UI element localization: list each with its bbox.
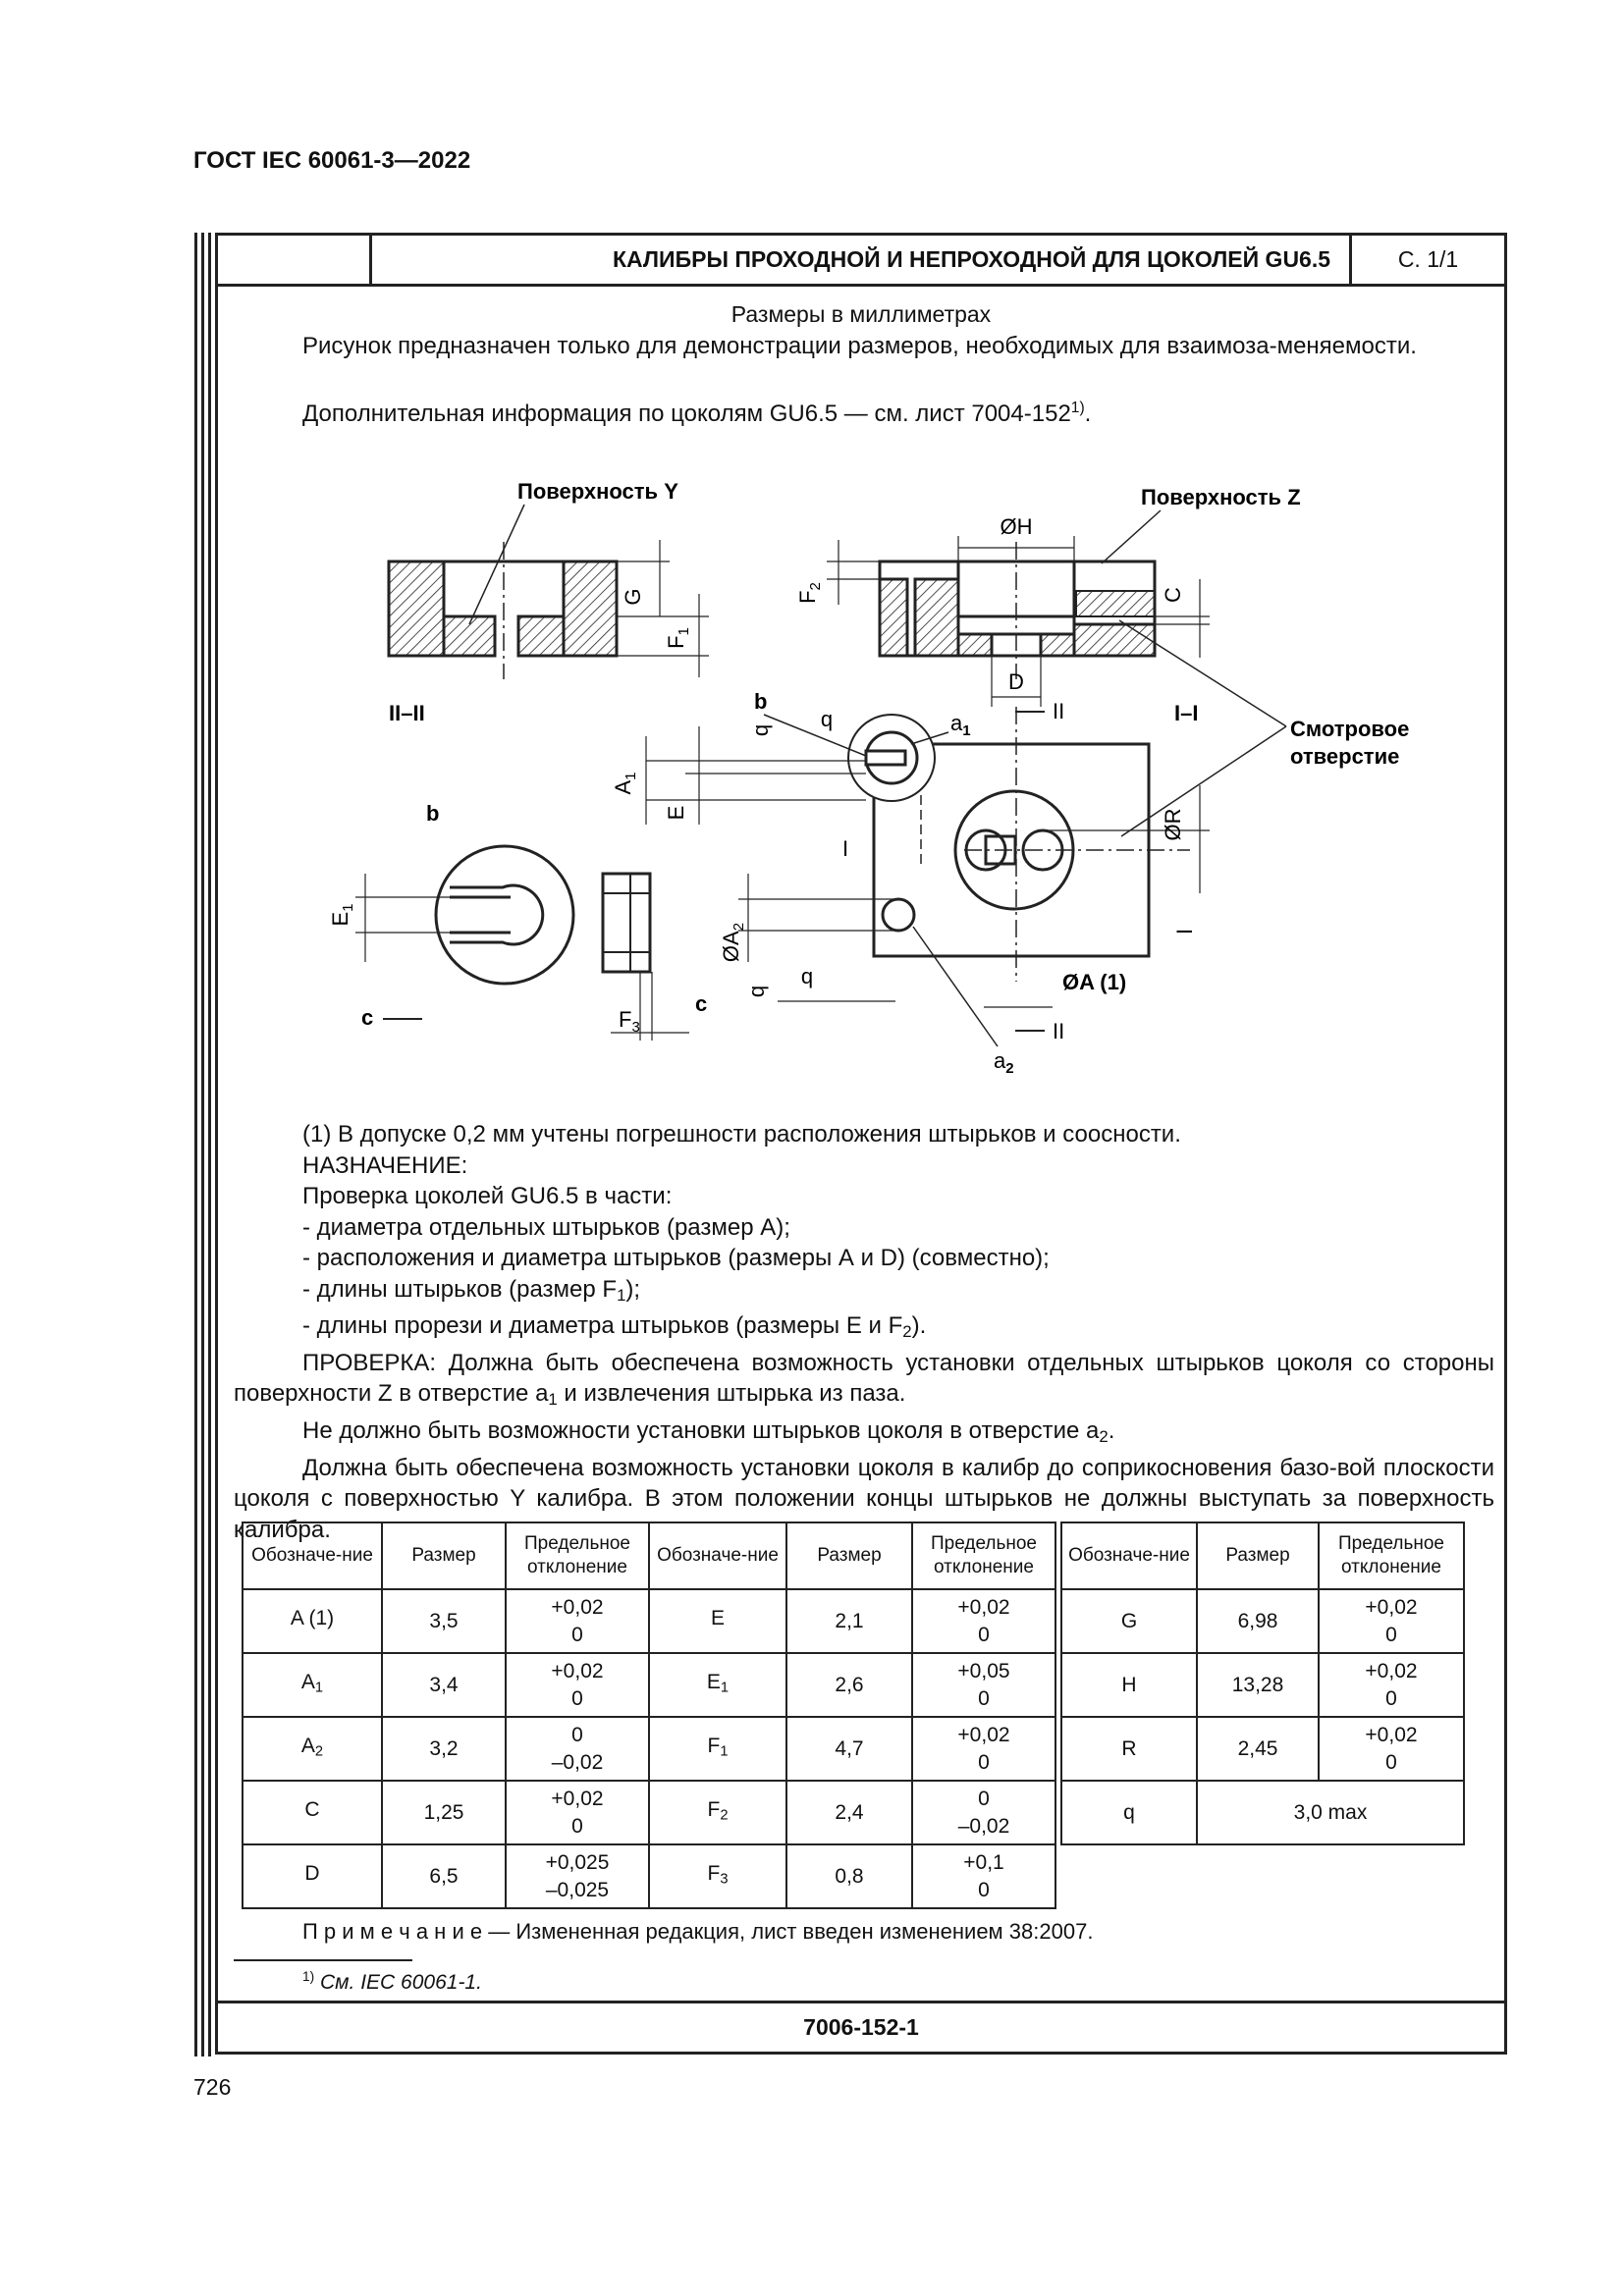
section-ii-left-block — [389, 561, 444, 656]
dim-h-label: ØH — [1000, 514, 1033, 539]
table-size: 2,4 — [786, 1781, 912, 1844]
table-deviation: +0,02 0 — [506, 1653, 649, 1717]
section-ii-base-left — [444, 616, 495, 656]
table-deviation: +0,05 0 — [912, 1653, 1055, 1717]
footnote: $^{1)}$ См. IEC 60061-1. — [302, 1969, 482, 1994]
page-number: 726 — [193, 2074, 232, 2100]
gauge-drawing — [218, 432, 1504, 1119]
table-deviation: +0,02 0 — [1319, 1589, 1464, 1653]
table-row — [243, 1844, 1464, 1908]
table-row — [243, 1589, 1464, 1653]
dim-f2-label: $F_2$ — [795, 582, 824, 604]
check-2: Не должно быть возможности установки штырьков цоколя в отверстие $a_2$. — [302, 1417, 1115, 1447]
view-c-label-right: c — [695, 991, 708, 1016]
table-symbol: A (1) — [243, 1589, 382, 1653]
standard-header: ГОСТ IEC 60061-3—2022 — [193, 147, 471, 174]
table-size: 2,6 — [786, 1653, 912, 1717]
table-size: 1,25 — [382, 1781, 506, 1844]
table-row — [243, 1653, 1464, 1717]
dim-q-label-left: q — [744, 985, 769, 998]
dim-r-label: ØR — [1161, 808, 1185, 841]
table-symbol: q — [1061, 1781, 1197, 1844]
dim-e-label: E — [664, 805, 688, 821]
margin-bar — [201, 233, 204, 2056]
margin-bar — [208, 233, 211, 2056]
surface-y-label: Поверхность Y — [517, 479, 678, 504]
sheet-title: КАЛИБРЫ ПРОХОДНОЙ И НЕПРОХОДНОЙ ДЛЯ ЦОКОЛЕЙ GU6.5 — [612, 246, 1331, 272]
title-row — [218, 236, 1504, 287]
dim-a2-lower-label: $a_2$ — [994, 1048, 1014, 1077]
view-c-label-left: c — [361, 1005, 374, 1030]
table-size: 3,5 — [382, 1589, 506, 1653]
header-size: Размер — [786, 1522, 912, 1589]
check-1: ПРОВЕРКА: Должна быть обеспечена возможность установки отдельных штырьков цоколя со стороны поверхности Z в отверстие $a_1$ и извлечения штырька из паза. — [234, 1349, 1494, 1410]
header-designation: Обозначе-ние — [649, 1522, 786, 1589]
header-designation: Обозначе-ние — [243, 1522, 382, 1589]
dim-q-label-side: q — [748, 723, 773, 737]
table-size: 2,45 — [1197, 1717, 1319, 1781]
table-symbol: $E_1$ — [649, 1653, 786, 1717]
table-symbol: G — [1061, 1589, 1197, 1653]
header-designation: Обозначе-ние — [1061, 1522, 1197, 1589]
table-deviation: 0 –0,02 — [912, 1781, 1055, 1844]
table-size: 3,4 — [382, 1653, 506, 1717]
table-deviation: +0,02 0 — [912, 1717, 1055, 1781]
intro-text-2: Дополнительная информация по цоколям GU6.5 — см. лист 7004-152$^{1)}$. — [302, 400, 1092, 427]
section-ii-base-right — [518, 616, 564, 656]
section-ii-view — [389, 479, 709, 725]
table-deviation: 0 –0,02 — [506, 1717, 649, 1781]
sheet-frame — [215, 233, 1507, 2055]
table-deviation: +0,02 0 — [1319, 1717, 1464, 1781]
dim-g-label: G — [621, 588, 645, 606]
table-deviation: +0,02 0 — [506, 1781, 649, 1844]
dim-f3-label: $F_3$ — [619, 1007, 640, 1036]
check-3: Должна быть обеспечена возможность установки цоколя в калибр до соприкосновения базо-вой плоскости цоколя с поверхностью Y калибра. В этом положении концы штырьков не должны выступать за поверхность калибра. — [234, 1454, 1494, 1543]
table-symbol: $A_2$ — [243, 1717, 382, 1781]
detail-b-label: b — [426, 801, 440, 826]
footnote-separator — [234, 1959, 412, 1961]
purpose-item-4: - длины прорези и диаметра штырьков (размеры Е и $F_2$). — [302, 1312, 927, 1342]
dim-a2-cap-label: $ØA_2$ — [719, 922, 747, 963]
units-caption: Размеры в миллиметрах — [730, 301, 992, 327]
purpose-item-3: - длины штырьков (размер $F_1$); — [302, 1275, 641, 1305]
table-size: 3,2 — [382, 1717, 506, 1781]
dim-q-label-top: q — [820, 707, 834, 731]
section-ii-mark-top: II — [1053, 699, 1065, 723]
section-i-mark-left: I — [842, 836, 849, 861]
amendment-note: П р и м е ч а н и е — Измененная редакция, лист введен изменением 38:2007. — [302, 1919, 1094, 1944]
table-size: 3,0 max — [1197, 1781, 1464, 1844]
detail-b-circle — [436, 846, 573, 984]
dim-d-label: D — [1008, 669, 1024, 694]
table-deviation: +0,02 0 — [912, 1589, 1055, 1653]
title-cell-empty — [218, 236, 372, 284]
header-size: Размер — [1197, 1522, 1319, 1589]
table-deviation: +0,02 0 — [506, 1589, 649, 1653]
table-deviation: +0,025 –0,025 — [506, 1844, 649, 1908]
table-symbol: $F_3$ — [649, 1844, 786, 1908]
table-symbol: D — [243, 1844, 382, 1908]
header-deviation: Предельное отклонение — [1319, 1522, 1464, 1589]
dim-a1-label: $a_1$ — [950, 711, 971, 739]
purpose-intro: Проверка цоколей GU6.5 в части: — [302, 1183, 673, 1209]
description-text — [234, 1119, 1494, 1545]
dim-e1-label: $E_1$ — [328, 903, 356, 927]
intro-paragraph — [234, 331, 1492, 361]
table-deviation: +0,1 0 — [912, 1844, 1055, 1908]
surface-z-label: Поверхность Z — [1141, 485, 1301, 509]
sheet-page: С. 1/1 — [1349, 236, 1504, 284]
table-size: 13,28 — [1197, 1653, 1319, 1717]
section-ii-label: II–II — [389, 701, 425, 725]
header-deviation: Предельное отклонение — [506, 1522, 649, 1589]
plan-view — [611, 689, 1210, 1077]
table-deviation: +0,02 0 — [1319, 1653, 1464, 1717]
table-symbol: E — [649, 1589, 786, 1653]
section-ii-mark-bottom: II — [1053, 1019, 1065, 1043]
table-symbol: H — [1061, 1653, 1197, 1717]
detail-b-view — [328, 801, 707, 1041]
table-row — [243, 1781, 1464, 1844]
dim-b-label-top: b — [754, 689, 768, 714]
table-symbol: $F_1$ — [649, 1717, 786, 1781]
table-size: 0,8 — [786, 1844, 912, 1908]
table-size: 6,5 — [382, 1844, 506, 1908]
section-i-view — [795, 485, 1301, 725]
table-symbol: $A_1$ — [243, 1653, 382, 1717]
dim-a1-cap-label: $A_1$ — [611, 772, 639, 795]
intro-paragraph-2 — [234, 393, 1492, 429]
viewing-hole-label-2: отверстие — [1290, 744, 1400, 769]
table-symbol: R — [1061, 1717, 1197, 1781]
purpose-item-2: - расположения и диаметра штырьков (размеры А и D) (совместно); — [302, 1245, 1050, 1271]
dim-q-label-bottom: q — [800, 964, 814, 988]
intro-text-1: Рисунок предназначен только для демонстрации размеров, необходимых для взаимоза-меняемости. — [302, 333, 1417, 359]
section-i-mark-right: I — [1172, 928, 1197, 934]
table-row — [243, 1717, 1464, 1781]
header-deviation: Предельное отклонение — [912, 1522, 1055, 1589]
dim-a-label: ØA (1) — [1062, 970, 1127, 994]
table-size: 4,7 — [786, 1717, 912, 1781]
margin-bar — [194, 233, 197, 2056]
table-symbol: C — [243, 1781, 382, 1844]
section-i-label: I–I — [1174, 701, 1199, 725]
purpose-heading: НАЗНАЧЕНИЕ: — [302, 1151, 468, 1179]
dim-f1-label: $F_1$ — [664, 627, 692, 649]
dimensions-table — [242, 1522, 1465, 1909]
sheet-code: 7006-152-1 — [218, 2001, 1504, 2052]
note-1: (1) В допуске 0,2 мм учтены погрешности расположения штырьков и соосности. — [302, 1121, 1181, 1148]
table-size: 2,1 — [786, 1589, 912, 1653]
purpose-item-1: - диаметра отдельных штырьков (размер А); — [302, 1213, 790, 1241]
table-symbol: $F_2$ — [649, 1781, 786, 1844]
header-size: Размер — [382, 1522, 506, 1589]
detail-c-side — [603, 874, 650, 972]
section-ii-right-block — [564, 561, 617, 656]
viewing-hole-label-1: Смотровое — [1290, 717, 1410, 741]
table-size: 6,98 — [1197, 1589, 1319, 1653]
dim-c-label: C — [1161, 587, 1185, 603]
